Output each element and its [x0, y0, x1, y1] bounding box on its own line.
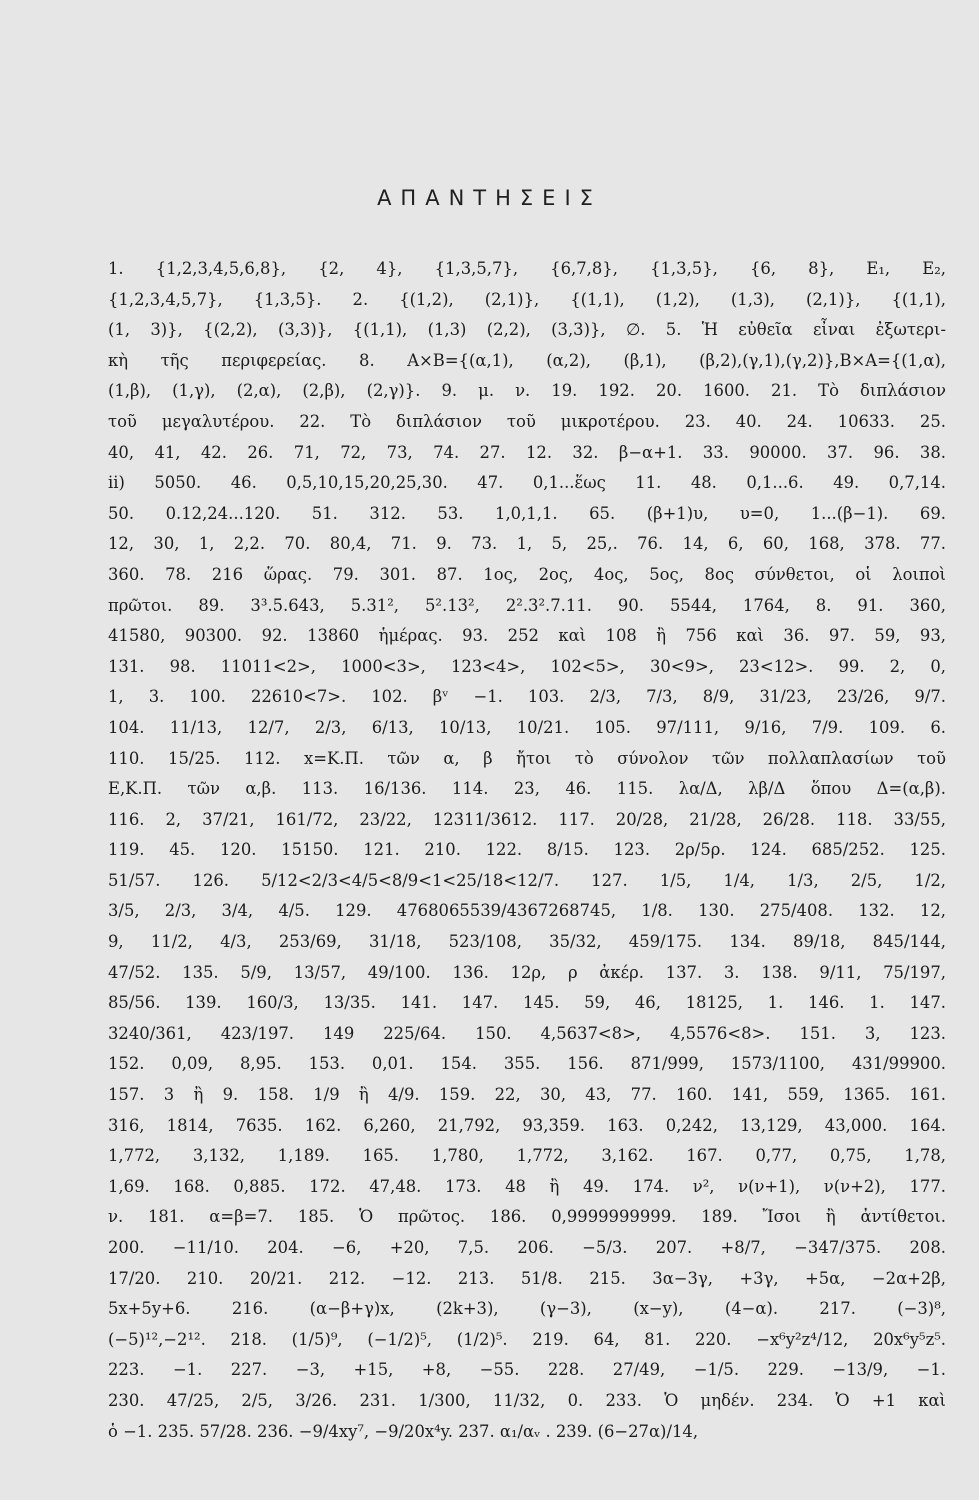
answers-text	[108, 254, 946, 1447]
text-line: πρῶτοι. 89. 3³.5.643, 5.31², 5².13², 2².3².7.11. 90. 5544, 1764, 8. 91. 360,	[108, 595, 946, 615]
text-line: 51/57. 126. 5/12<2/3<4/5<8/9<1<25/18<12/7. 127. 1/5, 1/4, 1/3, 2/5, 1/2,	[108, 870, 946, 890]
text-line: 12, 30, 1, 2,2. 70. 80,4, 71. 9. 73. 1, 5, 25,. 76. 14, 6, 60, 168, 378. 77.	[108, 534, 946, 554]
text-line: 41580, 90300. 92. 13860 ἡμέρας. 93. 252 καὶ 108 ἢ 756 καὶ 36. 97. 59, 93,	[108, 626, 946, 646]
text-line: 223. −1. 227. −3, +15, +8, −55. 228. 27/49, −1/5. 229. −13/9, −1.	[108, 1360, 946, 1380]
text-line: 1,772, 3,132, 1,189. 165. 1,780, 1,772, 3,162. 167. 0,77, 0,75, 1,78,	[108, 1146, 946, 1166]
text-line: 200. −11/10. 204. −6, +20, 7,5. 206. −5/3. 207. +8/7, −347/375. 208.	[108, 1238, 946, 1257]
text-line: 3/5, 2/3, 3/4, 4/5. 129. 4768065539/4367268745, 1/8. 130. 275/408. 132. 12,	[108, 901, 946, 921]
text-line: ii) 5050. 46. 0,5,10,15,20,25,30. 47. 0,1...ἕως 11. 48. 0,1...6. 49. 0,7,14.	[108, 473, 946, 493]
text-line: 5x+5y+6. 216. (α−β+γ)x, (2k+3), (γ−3), (x−y), (4−α). 217. (−3)⁸,	[108, 1299, 946, 1319]
text-line: 17/20. 210. 20/21. 212. −12. 213. 51/8. 215. 3α−3γ, +3γ, +5α, −2α+2β,	[108, 1268, 946, 1288]
text-line: 9, 11/2, 4/3, 253/69, 31/18, 523/108, 35/32, 459/175. 134. 89/18, 845/144,	[108, 932, 946, 952]
text-line: κὴ τῆς περιφερείας. 8. Α×Β={(α,1), (α,2), (β,1), (β,2),(γ,1),(γ,2)},Β×Α={(1,α),	[108, 350, 946, 370]
text-line: ν. 181. α=β=7. 185. Ὁ πρῶτος. 186. 0,9999999999. 189. Ἴσοι ἢ ἀντίθετοι.	[108, 1207, 946, 1227]
text-line: 1. {1,2,3,4,5,6,8}, {2, 4}, {1,3,5,7}, {6,7,8}, {1,3,5}, {6, 8}, Ε₁, Ε₂,	[108, 259, 946, 278]
text-line: (−5)¹²,−2¹². 218. (1/5)⁹, (−1/2)⁵, (1/2)⁵. 219. 64, 81. 220. −x⁶y²z⁴/12, 20x⁶y⁵z⁵.	[108, 1329, 946, 1349]
text-line: {1,2,3,4,5,7}, {1,3,5}. 2. {(1,2), (2,1)}, {(1,1), (1,2), (1,3), (2,1)}, {(1,1),	[108, 289, 946, 309]
text-line: 110. 15/25. 112. x=Κ.Π. τῶν α, β ἤτοι τὸ σύνολον τῶν πολλαπλασίων τοῦ	[108, 748, 946, 768]
text-line: 47/52. 135. 5/9, 13/57, 49/100. 136. 12ρ, ρ ἀκέρ. 137. 3. 138. 9/11, 75/197,	[108, 962, 946, 982]
text-line: 116. 2, 37/21, 161/72, 23/22, 12311/3612. 117. 20/28, 21/28, 26/28. 118. 33/55,	[108, 809, 946, 829]
text-line: (1,β), (1,γ), (2,α), (2,β), (2,γ)}. 9. μ. ν. 19. 192. 20. 1600. 21. Τὸ διπλάσιον	[108, 381, 946, 401]
text-line: ὁ −1. 235. 57/28. 236. −9/4xy⁷, −9/20x⁴y. 237. α₁/αᵥ . 239. (6−27α)/14,	[108, 1421, 699, 1441]
text-line: 316, 1814, 7635. 162. 6,260, 21,792, 93,359. 163. 0,242, 13,129, 43,000. 164.	[108, 1115, 946, 1135]
text-line: 1,69. 168. 0,885. 172. 47,48. 173. 48 ἢ 49. 174. ν², ν(ν+1), ν(ν+2), 177.	[108, 1176, 946, 1196]
text-line: 157. 3 ἢ 9. 158. 1/9 ἢ 4/9. 159. 22, 30, 43, 77. 160. 141, 559, 1365. 161.	[108, 1085, 946, 1105]
text-line: 50. 0.12,24...120. 51. 312. 53. 1,0,1,1. 65. (β+1)υ, υ=0, 1...(β−1). 69.	[108, 503, 946, 523]
text-line: 104. 11/13, 12/7, 2/3, 6/13, 10/13, 10/21. 105. 97/111, 9/16, 7/9. 109. 6.	[108, 717, 946, 737]
text-line: 40, 41, 42. 26. 71, 72, 73, 74. 27. 12. 32. β−α+1. 33. 90000. 37. 96. 38.	[108, 442, 946, 462]
text-line: 152. 0,09, 8,95. 153. 0,01. 154. 355. 156. 871/999, 1573/1100, 431/99900.	[108, 1054, 946, 1074]
text-line: 230. 47/25, 2/5, 3/26. 231. 1/300, 11/32, 0. 233. Ὁ μηδέν. 234. Ὁ +1 καὶ	[108, 1390, 946, 1410]
text-line: 360. 78. 216 ὥρας. 79. 301. 87. 1ος, 2ος, 4ος, 5ος, 8ος σύνθετοι, οἱ λοιποὶ	[108, 564, 946, 584]
text-line: τοῦ μεγαλυτέρου. 22. Τὸ διπλάσιον τοῦ μικροτέρου. 23. 40. 24. 10633. 25.	[108, 411, 946, 431]
text-line: (1, 3)}, {(2,2), (3,3)}, {(1,1), (1,3) (2,2), (3,3)}, ∅. 5. Ἡ εὐθεῖα εἶναι ἐξωτερι-	[108, 320, 946, 340]
text-line: 119. 45. 120. 15150. 121. 210. 122. 8/15. 123. 2ρ/5ρ. 124. 685/252. 125.	[108, 840, 946, 860]
text-line: 3240/361, 423/197. 149 225/64. 150. 4,5637<8>, 4,5576<8>. 151. 3, 123.	[108, 1023, 946, 1043]
text-line: 131. 98. 11011<2>, 1000<3>, 123<4>, 102<5>, 30<9>, 23<12>. 99. 2, 0,	[108, 656, 946, 676]
text-line: Ε,Κ.Π. τῶν α,β. 113. 16/136. 114. 23, 46. 115. λα/Δ, λβ/Δ ὅπου Δ=(α,β).	[108, 779, 946, 799]
text-line: 1, 3. 100. 22610<7>. 102. βᵛ −1. 103. 2/3, 7/3, 8/9, 31/23, 23/26, 9/7.	[108, 687, 946, 707]
text-line: 85/56. 139. 160/3, 13/35. 141. 147. 145. 59, 46, 18125, 1. 146. 1. 147.	[108, 993, 946, 1013]
page-title: ΑΠΑΝΤΗΣΕΙΣ	[377, 186, 602, 210]
